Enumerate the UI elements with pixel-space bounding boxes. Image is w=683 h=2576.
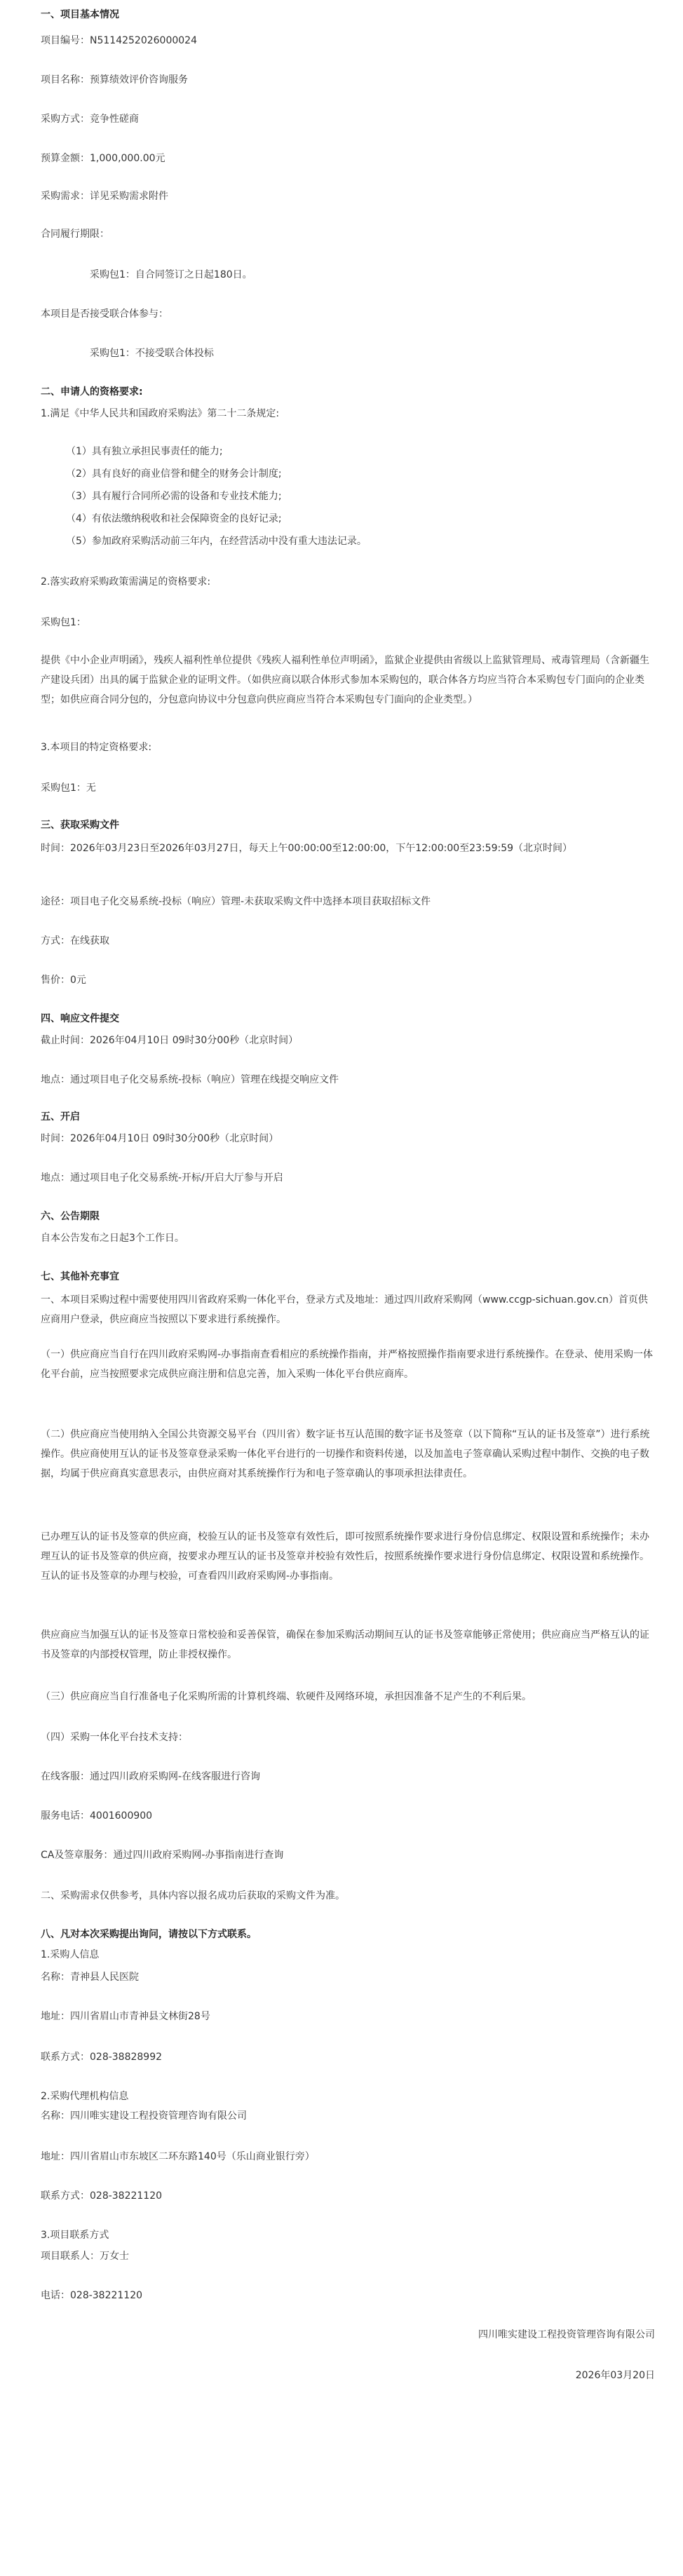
section-5-title: 五、开启: [41, 1111, 80, 1123]
purchaser-name: 名称：青神县人民医院: [41, 1972, 139, 1983]
acquisition-channel: 途径：项目电子化交易系统-投标（响应）管理-未获取采购文件中选择本项目获取招标文件: [41, 896, 431, 907]
document-price: 售价：0元: [41, 975, 86, 986]
project-contact-tel: 电话：028-38221120: [41, 2290, 143, 2301]
qualification-2-text: 提供《中小企业声明函》，残疾人福利性单位提供《残疾人福利性单位声明函》，监狱企业提供由省级以上监狱管理局、戒毒管理局（含新疆生产建设兵团）出具的属于监狱企业的证明文件。（如供应商以联合体形式参加本采购包的，联合体各方均应当符合本采购包专门面向的企业类型；如供应商合同分包的，分包意向协议中分包意向供应商应当符合本采购包专门面向的企业类型。）: [41, 655, 649, 705]
qualification-1: 1.满足《中华人民共和国政府采购法》第二十二条规定:: [41, 408, 280, 419]
contract-period-package1: 采购包1：自合同签订之日起180日。: [90, 269, 252, 280]
purchaser-address: 地址：四川省眉山市青神县文林街28号: [41, 2011, 210, 2022]
procurement-demand: 采购需求：详见采购需求附件: [41, 191, 168, 202]
procurement-method: 采购方式：竞争性磋商: [41, 114, 139, 125]
supplement-p1: 一、本项目采购过程中需要使用四川省政府采购一体化平台，登录方式及地址：通过四川政府采购网（www.ccgp-sichuan.gov.cn）首页供应商用户登录，供应商应当按照以下要求进行系统操作。: [41, 1294, 648, 1325]
acquisition-way: 方式：在线获取: [41, 935, 109, 947]
contract-period-label: 合同履行期限：: [41, 229, 109, 240]
qualification-item-1: （1）具有独立承担民事责任的能力;: [66, 446, 223, 457]
agency-title: 2.采购代理机构信息: [41, 2091, 129, 2102]
consortium-package1: 采购包1：不接受联合体投标: [90, 348, 214, 359]
purchaser-title: 1.采购人信息: [41, 1949, 100, 1960]
project-contact-title: 3.项目联系方式: [41, 2230, 109, 2241]
qualification-item-3: （3）具有履行合同所必需的设备和专业技术能力;: [66, 491, 282, 502]
supplement-p10: CA及签章服务：通过四川政府采购网-办事指南进行查询: [41, 1850, 284, 1861]
project-number: 项目编号：N5114252026000024: [41, 35, 197, 46]
project-contact-person: 项目联系人：万女士: [41, 2251, 129, 2262]
qualification-item-5: （5）参加政府采购活动前三年内，在经营活动中没有重大违法记录。: [66, 536, 367, 547]
section-3-title: 三、获取采购文件: [41, 820, 119, 831]
qualification-3-package1: 采购包1：无: [41, 782, 96, 794]
supplement-p5: 供应商应当加强互认的证书及签章日常校验和妥善保管，确保在参加采购活动期间互认的证书及签章能够正常使用；供应商应当严格互认的证书及签章的内部授权管理，防止非授权操作。: [41, 1629, 649, 1660]
consortium-label: 本项目是否接受联合体参与：: [41, 309, 168, 320]
supplement-p3: （二）供应商应当使用纳入全国公共资源交易平台（四川省）数字证书互认范围的数字证书及签章（以下简称“互认的证书及签章”）进行系统操作。供应商使用互认的证书及签章登录采购一体化平台进行的一切操作和资料传递，以及加盖电子签章确认采购过程中制作、交换的电子数据，均属于供应商真实意思表示，由供应商对其系统操作行为和电子签章确认的事项承担法律责任。: [41, 1429, 650, 1479]
footer-date: 2026年03月20日: [575, 2370, 655, 2381]
section-6-title: 六、公告期限: [41, 1211, 100, 1222]
opening-place: 地点：通过项目电子化交易系统-开标/开启大厅参与开启: [41, 1172, 283, 1184]
section-2-title: 二、申请人的资格要求:: [41, 386, 143, 398]
qualification-item-4: （4）有依法缴纳税收和社会保障资金的良好记录;: [66, 513, 282, 524]
qualification-3: 3.本项目的特定资格要求:: [41, 742, 152, 753]
project-name: 项目名称：预算绩效评价咨询服务: [41, 74, 188, 86]
section-7-title: 七、其他补充事宜: [41, 1271, 119, 1282]
supplement-p6: （三）供应商应当自行准备电子化采购所需的计算机终端、软硬件及网络环境，承担因准备不足产生的不利后果。: [41, 1691, 532, 1702]
footer-organization: 四川唯实建设工程投资管理咨询有限公司: [478, 2329, 655, 2340]
supplement-p11: 二、采购需求仅供参考，具体内容以报名成功后获取的采购文件为准。: [41, 1890, 345, 1902]
supplement-p7: （四）采购一体化平台技术支持：: [41, 1732, 188, 1743]
qualification-2: 2.落实政府采购政策需满足的资格要求:: [41, 576, 211, 588]
notice-period: 自本公告发布之日起3个工作日。: [41, 1233, 184, 1244]
section-1-title: 一、项目基本情况: [41, 9, 119, 20]
section-8-title: 八、凡对本次采购提出询问，请按以下方式联系。: [41, 1929, 257, 1940]
budget-amount: 预算金额：1,000,000.00元: [41, 153, 165, 164]
section-4-title: 四、响应文件提交: [41, 1013, 119, 1024]
agency-address: 地址：四川省眉山市东坡区二环东路140号（乐山商业银行旁）: [41, 2151, 315, 2162]
supplement-p9: 服务电话：4001600900: [41, 1810, 153, 1822]
opening-time: 时间：2026年04月10日 09时30分00秒（北京时间）: [41, 1133, 279, 1144]
supplement-p8: 在线客服：通过四川政府采购网-在线客服进行咨询: [41, 1771, 261, 1782]
agency-name: 名称：四川唯实建设工程投资管理咨询有限公司: [41, 2110, 247, 2122]
purchaser-tel: 联系方式：028-38828992: [41, 2052, 163, 2063]
agency-tel: 联系方式：028-38221120: [41, 2190, 163, 2202]
supplement-p4: 已办理互认的证书及签章的供应商，校验互认的证书及签章有效性后，即可按照系统操作要求进行身份信息绑定、权限设置和系统操作；未办理互认的证书及签章的供应商，按要求办理互认的证书及签章并校验有效性后，按照系统操作要求进行身份信息绑定、权限设置和系统操作。互认的证书及签章的办理与校验，可查看四川政府采购网-办事指南。: [41, 1531, 649, 1582]
supplement-p2: （一）供应商应当自行在四川政府采购网-办事指南查看相应的系统操作指南，并严格按照操作指南要求进行系统操作。在登录、使用采购一体化平台前，应当按照要求完成供应商注册和信息完善，加入采购一体化平台供应商库。: [41, 1349, 654, 1380]
submission-deadline: 截止时间：2026年04月10日 09时30分00秒（北京时间）: [41, 1035, 299, 1046]
qualification-2-package1: 采购包1：: [41, 617, 86, 628]
submission-place: 地点：通过项目电子化交易系统-投标（响应）管理在线提交响应文件: [41, 1074, 339, 1085]
acquisition-time: 时间：2026年03月23日至2026年03月27日，每天上午00:00:00至12:00:00，下午12:00:00至23:59:59（北京时间）: [41, 843, 573, 854]
qualification-item-2: （2）具有良好的商业信誉和健全的财务会计制度;: [66, 468, 282, 480]
